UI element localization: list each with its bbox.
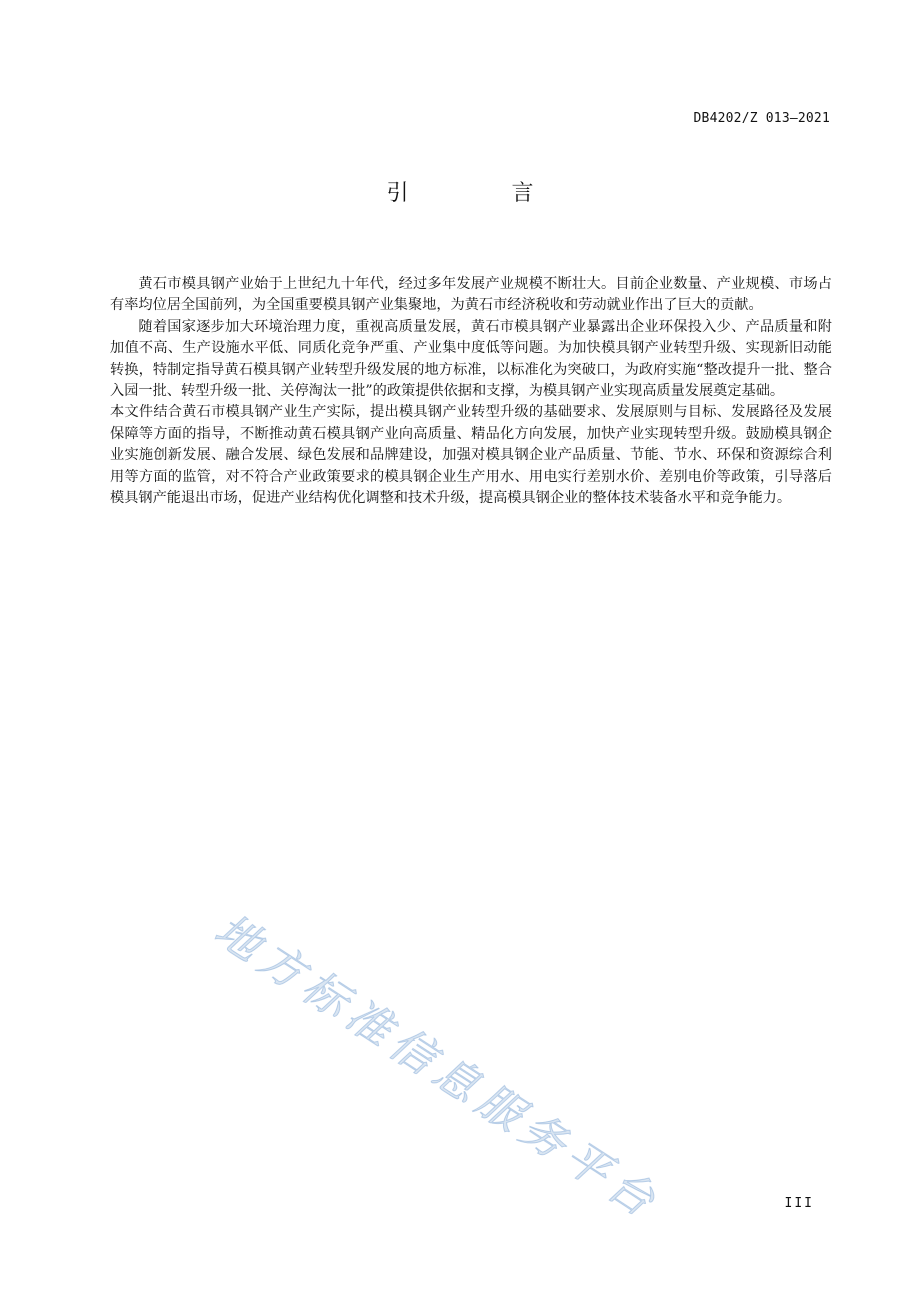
document-code: DB4202/Z 013—2021 (693, 111, 830, 126)
page-number: III (784, 1196, 814, 1211)
paragraph-intro: 黄石市模具钢产业始于上世纪九十年代，经过多年发展产业规模不断壮大。目前企业数量、产业规模、市场占有率均位居全国前列，为全国重要模具钢产业集聚地，为黄石市经济税收和劳动就业作出了巨大的贡献。 (110, 276, 832, 314)
watermark: 地方标准信息服务平台 (205, 904, 670, 1231)
document-body (110, 274, 832, 509)
paragraph-background: 随着国家逐步加大环境治理力度，重视高质量发展，黄石市模具钢产业暴露出企业环保投入少、产品质量和附加值不高、生产设施水平低、同质化竞争严重、产业集中度低等问题。为加快模具钢产业转型升级、实现新旧动能转换，特制定指导黄石模具钢产业转型升级发展的地方标准，以标准化为突破口，为政府实施“整改提升一批、整合入园一批、转型升级一批、关停淘汰一批”的政策提供依据和支撑，为模具钢产业实现高质量发展奠定基础。 (110, 318, 832, 400)
page-title: 引 言 (386, 181, 582, 206)
paragraph-scope: 本文件结合黄石市模具钢产业生产实际，提出模具钢产业转型升级的基础要求、发展原则与目标、发展路径及发展保障等方面的指导，不断推动黄石模具钢产业向高质量、精品化方向发展，加快产业实现转型升级。鼓励模具钢企业实施创新发展、融合发展、绿色发展和品牌建设，加强对模具钢企业产品质量、节能、节水、环保和资源综合利用等方面的监管，对不符合产业政策要求的模具钢企业生产用水、用电实行差别水价、差别电价等政策，引导落后模具钢产能退出市场，促进产业结构优化调整和技术升级，提高模具钢企业的整体技术装备水平和竞争能力。 (110, 404, 832, 507)
